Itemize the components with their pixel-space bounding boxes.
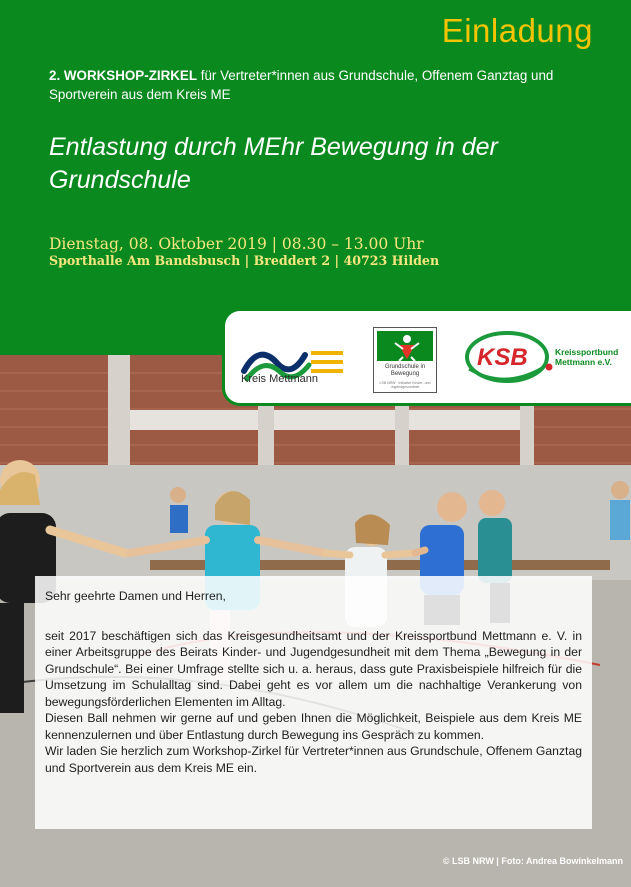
event-venue: Sporthalle Am Bandsbusch | Breddert 2 | 40723 Hilden	[49, 253, 440, 268]
grundschule-logo-line1: Grundschule in	[384, 364, 426, 370]
ksb-mark-text: KSB	[477, 344, 528, 371]
ksb-name-line1: Kreissportbund	[555, 347, 619, 357]
invitation-title: Einladung	[441, 12, 593, 49]
grundschule-logo-text	[376, 364, 434, 378]
event-date: Dienstag, 08. Oktober 2019 | 08.30 – 13.00 Uhr	[49, 235, 424, 253]
invitation-letter	[35, 576, 592, 829]
grundschule-logo-small: LSB NRW · Initiative Kinder- und Jugendgesundheit	[379, 381, 431, 389]
workshop-subtitle-rest: für Vertreter*innen aus Grundschule, Offenem Ganztag und Sportverein aus dem Kreis ME	[49, 68, 554, 102]
kreis-mettmann-label: Kreis Mettmann	[241, 373, 319, 385]
workshop-subtitle	[49, 66, 609, 104]
grundschule-in-bewegung-logo	[373, 327, 437, 393]
letter-salutation: Sehr geehrte Damen und Herren,	[45, 589, 226, 603]
letter-paragraph-2: Diesen Ball nehmen wir gerne auf und geben Ihnen die Möglichkeit, Beispiele aus dem Kreis ME kennenzulernen und über Entlastung durch Bewegung ins Gespräch zu kommen.	[45, 711, 582, 742]
workshop-subtitle-bold: 2. WORKSHOP-ZIRKEL	[49, 68, 198, 83]
ksb-name	[555, 347, 618, 367]
header-banner	[0, 0, 631, 355]
letter-paragraph-1: seit 2017 beschäftigen sich das Kreisgesundheitsamt und der Kreissportbund Mettmann e. V. in einer Arbeitsgruppe des Beirats Kinder- und Jugendgesundheit mit dem Thema „Bewegung in der Grundschule“. Bei einer Umfrage stellte sich u. a. heraus, dass gute Praxisbeispiele hilfreich für die Umsetzung im Schulalltag sind. Dabei geht es vor allem um die nachhaltige Verankerung von bewegungsförderlichen Elementen im Alltag.	[45, 628, 582, 709]
main-title: Entlastung durch MEhr Bewegung in der Grundschule	[49, 133, 498, 194]
grundschule-logo-line2: Bewegung	[390, 371, 420, 377]
photo-credit: © LSB NRW | Foto: Andrea Bowinkelmann	[442, 856, 623, 866]
partner-logos-panel	[222, 308, 631, 406]
grundschule-logo-icon	[377, 331, 433, 361]
letter-paragraph-3: Wir laden Sie herzlich zum Workshop-Zirkel für Vertreter*innen aus Grundschule, Offenem Ganztag und Sportverein aus dem Kreis ME ein.	[45, 744, 582, 775]
ksb-name-line2: Mettmann e.V.	[555, 357, 612, 367]
